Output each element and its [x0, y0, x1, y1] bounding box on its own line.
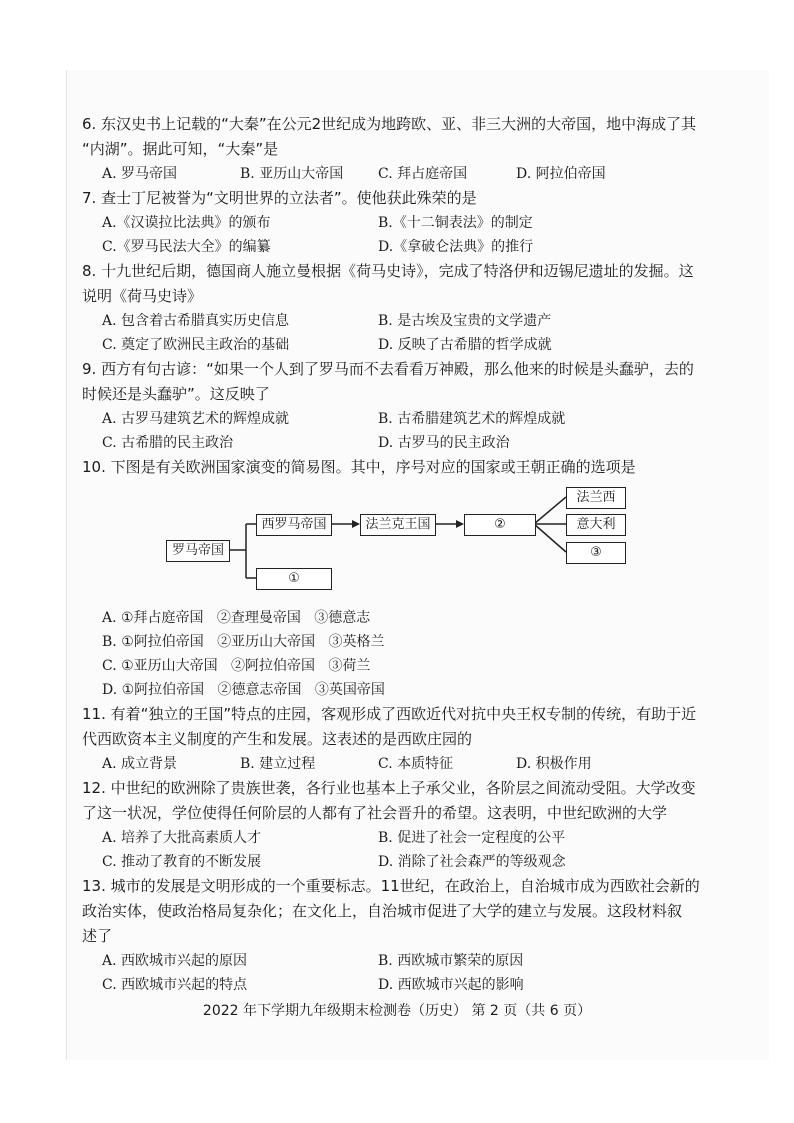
- option-c: C. 奠定了欧洲民主政治的基础: [102, 337, 290, 353]
- box-western-roman-empire: 西罗马帝国: [256, 514, 332, 536]
- option-b: B. 建立过程: [240, 756, 316, 772]
- exam-content: [82, 112, 712, 997]
- question-stem: 说明《荷马史诗》: [82, 287, 203, 305]
- option-d: D. 积极作用: [516, 756, 592, 772]
- box-number-2: ②: [464, 514, 536, 536]
- page-footer: 2022 年下学期九年级期末检测卷（历史） 第 2 页（共 6 页）: [202, 1003, 592, 1019]
- question-stem: “内湖”。据此可知，“大秦”是: [82, 140, 279, 158]
- option-d: D. 反映了古希腊的哲学成就: [378, 337, 552, 353]
- option-b: B. 西欧城市繁荣的原因: [378, 953, 524, 969]
- option-a: A. ①拜占庭帝国 ②查理曼帝国 ③德意志: [102, 610, 371, 626]
- box-italy: 意大利: [566, 514, 626, 536]
- question-stem: 10. 下图是有关欧洲国家演变的简易图。其中，序号对应的国家或王朝正确的选项是: [82, 458, 636, 476]
- question-stem: 7. 查士丁尼被誉为“文明世界的立法者”。使他获此殊荣的是: [82, 189, 477, 207]
- question-9: [82, 357, 712, 455]
- question-stem: 6. 东汉史书上记载的“大秦”在公元2世纪成为地跨欧、亚、非三大洲的大帝国，地中海成了其: [82, 115, 697, 133]
- option-a: A. 包含着古希腊真实历史信息: [102, 313, 290, 329]
- option-b: B. 古希腊建筑艺术的辉煌成就: [378, 411, 566, 427]
- question-stem: 了这一状况，学位使得任何阶层的人都有了社会晋升的希望。这表明，中世纪欧洲的大学: [82, 804, 668, 822]
- option-d: D. 古罗马的民主政治: [378, 435, 510, 451]
- box-frankish-kingdom: 法兰克王国: [360, 514, 436, 536]
- option-a: A. 西欧城市兴起的原因: [102, 953, 248, 969]
- option-c: C. 古希腊的民主政治: [102, 435, 234, 451]
- question-stem: 8. 十九世纪后期，德国商人施立曼根据《荷马史诗》，完成了特洛伊和迈锡尼遗址的发掘。这: [82, 262, 694, 280]
- question-stem: 11. 有着“独立的王国”特点的庄园，客观形成了西欧近代对抗中央王权专制的传统，有助于近: [82, 705, 697, 723]
- question-13: [82, 874, 712, 997]
- question-10: [82, 455, 712, 702]
- question-8: [82, 259, 712, 357]
- box-number-3: ③: [566, 542, 626, 564]
- option-c: C. ①亚历山大帝国 ②阿拉伯帝国 ③荷兰: [102, 658, 371, 674]
- option-a: A. 罗马帝国: [102, 166, 178, 182]
- option-b: B. 促进了社会一定程度的公平: [378, 830, 566, 846]
- question-stem: 代西欧资本主义制度的产生和发展。这表述的是西欧庄园的: [82, 730, 473, 748]
- box-roman-empire: 罗马帝国: [166, 540, 230, 562]
- option-d: D. 西欧城市兴起的影响: [378, 977, 524, 993]
- option-b: B.《十二铜表法》的制定: [378, 215, 533, 231]
- option-d: D. 消除了社会森严的等级观念: [378, 854, 566, 870]
- question-stem: 12. 中世纪的欧洲除了贵族世袭，各行业也基本上子承父业，各阶层之间流动受阻。大学改变: [82, 779, 696, 797]
- option-c: C.《罗马民法大全》的编纂: [102, 239, 271, 255]
- question-11: [82, 702, 712, 776]
- europe-evolution-diagram: [82, 484, 712, 604]
- option-c: C. 本质特征: [378, 756, 454, 772]
- option-a: A. 成立背景: [102, 756, 178, 772]
- question-stem: 政治实体，使政治格局复杂化；在文化上，自治城市促进了大学的建立与发展。这段材料叙: [82, 902, 683, 920]
- option-d: D.《拿破仑法典》的推行: [378, 239, 534, 255]
- option-d: D. ①阿拉伯帝国 ②德意志帝国 ③英国帝国: [102, 682, 385, 698]
- option-c: C. 推动了教育的不断发展: [102, 854, 262, 870]
- option-b: B. ①阿拉伯帝国 ②亚历山大帝国 ③英格兰: [102, 634, 385, 650]
- box-france: 法兰西: [566, 487, 626, 509]
- option-a: A. 古罗马建筑艺术的辉煌成就: [102, 411, 290, 427]
- question-12: [82, 776, 712, 874]
- option-a: A.《汉谟拉比法典》的颁布: [102, 215, 271, 231]
- question-stem: 9. 西方有句古谚：“如果一个人到了罗马而不去看看万神殿，那么他来的时候是头蠢驴，去的: [82, 360, 694, 378]
- question-stem: 述了: [82, 927, 113, 945]
- option-a: A. 培养了大批高素质人才: [102, 830, 262, 846]
- box-number-1: ①: [256, 568, 332, 590]
- option-b: B. 是古埃及宝贵的文学遗产: [378, 313, 552, 329]
- option-c: C. 拜占庭帝国: [378, 166, 468, 182]
- question-stem: 13. 城市的发展是文明形成的一个重要标志。11世纪，在政治上，自治城市成为西欧社会新的: [82, 877, 700, 895]
- question-7: [82, 186, 712, 259]
- option-b: B. 亚历山大帝国: [240, 166, 344, 182]
- option-c: C. 西欧城市兴起的特点: [102, 977, 248, 993]
- option-d: D. 阿拉伯帝国: [516, 166, 606, 182]
- question-6: [82, 112, 712, 186]
- question-stem: 时候还是头蠢驴”。这反映了: [82, 385, 270, 403]
